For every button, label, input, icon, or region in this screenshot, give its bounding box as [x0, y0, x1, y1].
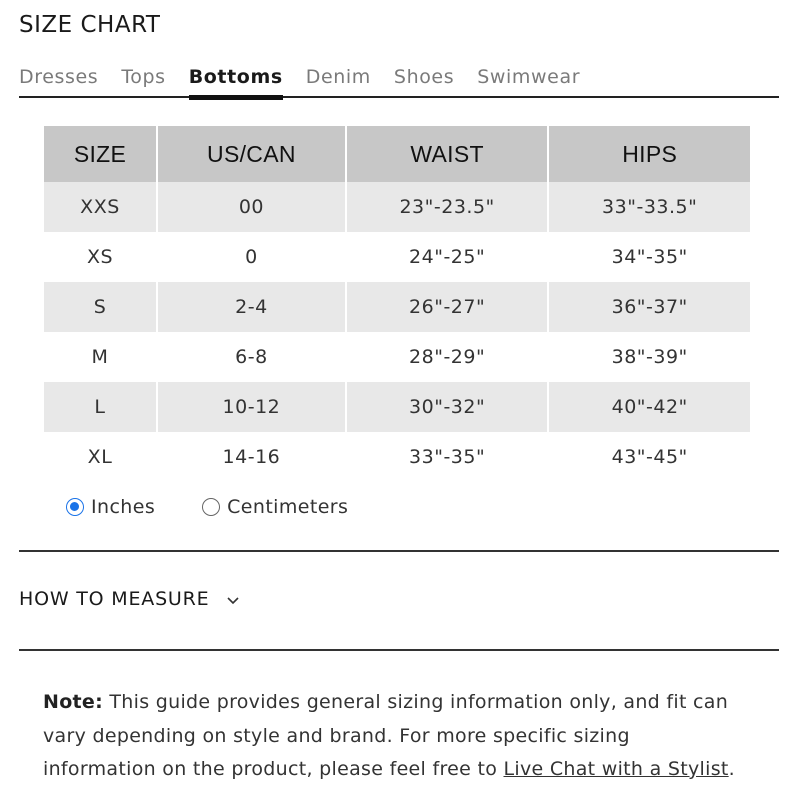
cell-us-can: 00	[158, 182, 345, 232]
column-header-hips: HIPS	[549, 126, 750, 182]
cell-waist: 28"-29"	[409, 346, 486, 368]
cell-hips: 38"-39"	[611, 346, 688, 368]
divider	[19, 649, 779, 651]
live-chat-link[interactable]: Live Chat with a Stylist	[503, 758, 729, 780]
cell-us-can: 0	[245, 246, 258, 268]
cell-us-can: 14-16	[222, 446, 281, 468]
how-to-measure-label: HOW TO MEASURE	[19, 588, 210, 610]
cell-us-can: 6-8	[235, 346, 268, 368]
table-header-row	[44, 126, 750, 182]
table-row	[44, 282, 750, 332]
cell-us-can: 10-12	[158, 382, 345, 432]
unit-option-inches[interactable]	[66, 496, 155, 518]
table-row	[44, 182, 750, 232]
tab-swimwear[interactable]: Swimwear	[477, 66, 581, 88]
cell-size: XS	[86, 246, 114, 268]
unit-toggle	[66, 496, 348, 518]
tab-dresses[interactable]: Dresses	[19, 66, 99, 88]
cell-size: XXS	[44, 182, 156, 232]
cell-size: XL	[87, 446, 113, 468]
page-title: SIZE CHART	[19, 12, 161, 38]
table-row	[44, 332, 750, 382]
tab-bottoms[interactable]: Bottoms	[189, 64, 283, 96]
sizing-note	[43, 686, 743, 787]
cell-waist: 26"-27"	[347, 282, 548, 332]
table-row	[44, 232, 750, 282]
cell-size: S	[44, 282, 156, 332]
inches-radio[interactable]	[66, 498, 84, 516]
divider	[19, 550, 779, 552]
table-row	[44, 432, 750, 482]
cell-hips: 34"-35"	[611, 246, 688, 268]
tab-denim[interactable]: Denim	[305, 66, 371, 88]
size-table	[42, 126, 752, 482]
category-tabs	[19, 64, 779, 98]
centimeters-radio[interactable]	[202, 498, 220, 516]
note-end: .	[728, 758, 735, 780]
cell-hips: 33"-33.5"	[549, 182, 750, 232]
note-label: Note:	[43, 691, 104, 713]
cell-waist: 33"-35"	[409, 446, 486, 468]
tab-shoes[interactable]: Shoes	[393, 66, 455, 88]
inches-label: Inches	[91, 496, 156, 518]
note-text: This guide provides general sizing information only, and fit can vary depending on style and brand. For more specific sizing information on the product, please feel free to	[43, 691, 729, 780]
cell-size: M	[91, 346, 109, 368]
cell-hips: 36"-37"	[549, 282, 750, 332]
chevron-down-icon	[227, 588, 239, 610]
column-header-us-can: US/CAN	[158, 126, 345, 182]
how-to-measure-toggle[interactable]	[19, 588, 239, 610]
cell-hips: 43"-45"	[611, 446, 688, 468]
table-row	[44, 382, 750, 432]
cell-us-can: 2-4	[158, 282, 345, 332]
cell-waist: 30"-32"	[347, 382, 548, 432]
column-header-waist: WAIST	[347, 126, 548, 182]
centimeters-label: Centimeters	[227, 496, 349, 518]
unit-option-centimeters[interactable]	[202, 496, 348, 518]
cell-hips: 40"-42"	[549, 382, 750, 432]
cell-waist: 23"-23.5"	[347, 182, 548, 232]
cell-size: L	[44, 382, 156, 432]
column-header-size: SIZE	[44, 126, 156, 182]
cell-waist: 24"-25"	[409, 246, 486, 268]
tab-tops[interactable]: Tops	[121, 66, 166, 88]
